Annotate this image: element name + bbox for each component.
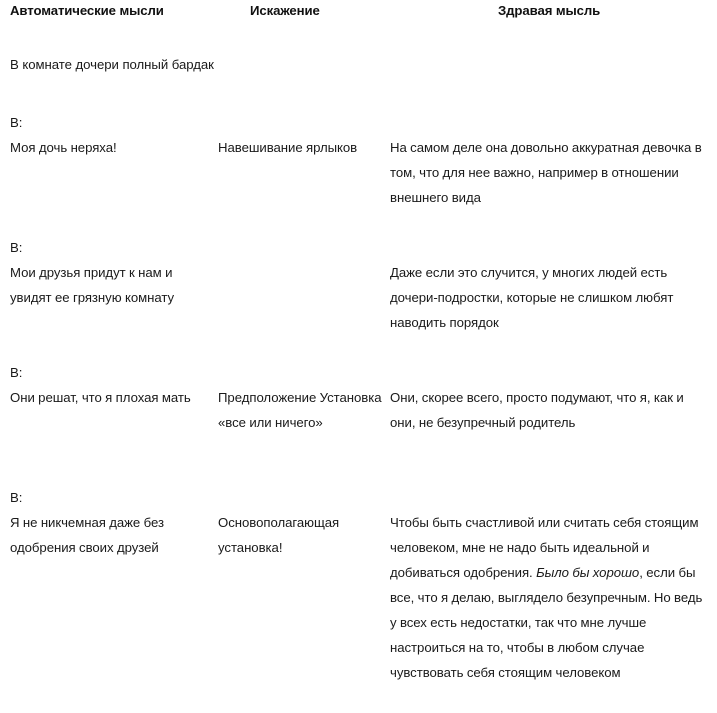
cell-rational-response	[390, 260, 712, 335]
cell-distortion: Навешивание ярлыков	[218, 140, 358, 155]
rational-text-pre: Они, скорее всего, просто подумают, что я, как и они, не безупречный родитель	[390, 390, 684, 430]
column-header-rational-response: Здравая мысль	[498, 3, 601, 18]
cell-automatic-thought: Мои друзья придут к нам и увидят ее грязную комнату	[10, 265, 175, 305]
row-marker: В:	[10, 115, 23, 130]
rational-text-italic: Было бы хорошо	[536, 565, 640, 580]
cell-rational-response	[390, 510, 712, 685]
row-marker: В:	[10, 365, 23, 380]
cell-rational-response	[390, 385, 712, 435]
row-marker: В:	[10, 490, 23, 505]
rational-text-post: , если бы все, что я делаю, выглядело безупречным. Но ведь у всех есть недостатки, так что мне лучше настроиться на то, чтобы в любом случае чувствовать себя стоящим человеком	[390, 565, 703, 680]
cell-automatic-thought: Моя дочь неряха!	[10, 140, 117, 155]
table-header-row	[0, 2, 717, 24]
column-header-automatic-thoughts: Автоматические мысли	[10, 3, 164, 18]
cell-rational-response	[390, 135, 712, 210]
cell-automatic-thought: Я не никчемная даже без одобрения своих друзей	[10, 515, 164, 555]
cell-distortion: Предположение Установка «все или ничего»	[218, 390, 382, 430]
situation-text: В комнате дочери полный бардак	[10, 57, 214, 72]
rational-text-pre: На самом деле она довольно аккуратная девочка в том, что для нее важно, например в отношении внешнего вида	[390, 140, 702, 205]
rational-text-pre: Даже если это случится, у многих людей есть дочери-подростки, которые не слишком любят наводить порядок	[390, 265, 674, 330]
column-header-distortion: Искажение	[250, 3, 320, 18]
row-marker: В:	[10, 240, 23, 255]
cell-automatic-thought: Они решат, что я плохая мать	[10, 390, 191, 405]
cell-distortion: Основополагающая установка!	[218, 515, 340, 555]
rational-text-pre: Чтобы быть счастливой или считать себя стоящим человеком, мне не надо быть идеальной и добиваться одобрения.	[390, 515, 699, 580]
